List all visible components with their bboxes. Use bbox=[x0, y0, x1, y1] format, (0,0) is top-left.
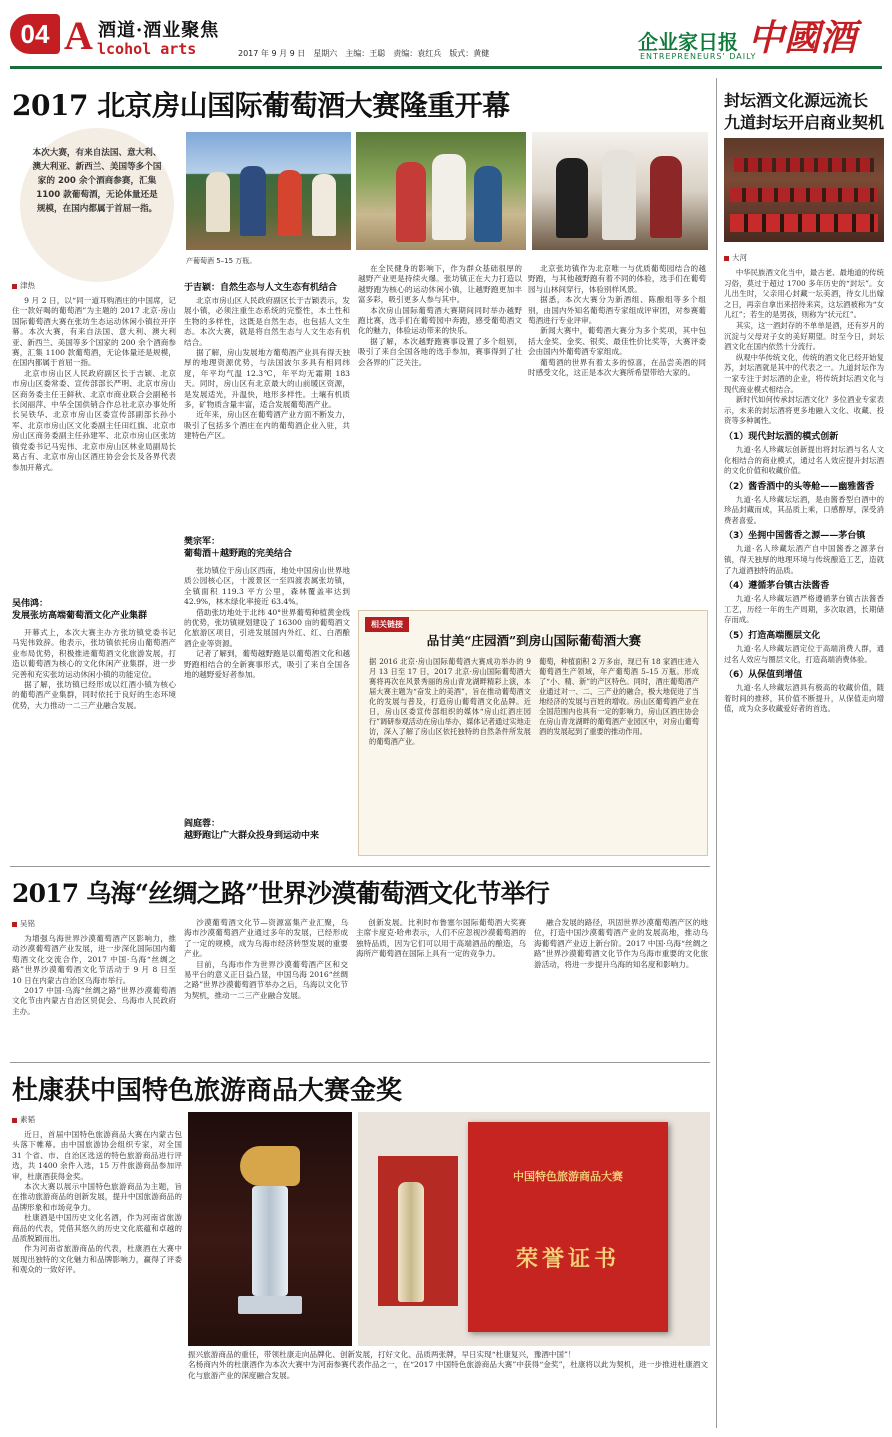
paragraph: 葡萄酒的世界有着太多的惊喜，在品尝美酒的同时感受文化，这正是本次大赛所希望带给大家的。 bbox=[528, 357, 706, 378]
sidebar-body bbox=[724, 268, 884, 1428]
paragraph: 目前，乌海市作为世界沙漠葡萄酒产区和交易平台的意义正日益凸显，中国乌海 2016“丝绸之路”世界沙漠葡萄酒节举办之后，乌海以文化节为契机，推动一二三产业融合发展。 bbox=[184, 959, 348, 1000]
paragraph: 记者了解到，葡萄越野跑是以葡萄酒文化和越野跑相结合的全新赛事形式，吸引了来自全国各地的越野爱好者参加。 bbox=[184, 649, 350, 680]
story2-column-4 bbox=[534, 918, 708, 1058]
story1-photo-wine bbox=[532, 132, 708, 250]
story3-column-1 bbox=[12, 1130, 182, 1430]
story1-byline: 津热 bbox=[12, 280, 35, 291]
paragraph: 开幕式上，本次大赛主办方张坊镇党委书记马宪伟致辞。他表示，张坊镇依托房山葡萄酒产业布局优势，积极推进葡萄酒文化旅游发展，打造以葡萄酒为核心的文化休闲产业集群，进一步完善和充实张坊运动休闲小镇的功能定位。 bbox=[12, 628, 176, 679]
sidebar-headline-1: 封坛酒文化源远流长 bbox=[724, 91, 869, 110]
paragraph: 九道·名人珍藏坛酒定位于高端消费人群，通过名人效应与圈层文化，打造高端消费体验。 bbox=[724, 644, 884, 664]
story2-column-1 bbox=[12, 934, 176, 1058]
paragraph: 9 月 2 日，以“同一道耳购酒庄的中国席，记住一款好喝的葡萄酒”为主题的 2017 北京·房山国际葡萄酒大赛在张坊生态运动休闲小镇拉开序幕。本次大赛，有来自法国、意大利、澳大利亚、新西兰、美国等多个国家的 200 余个酒商参赛，汇集 1100 款葡萄酒，无论体量还是规模，在国内都属于首屈一指。 bbox=[12, 296, 176, 368]
section-title: 酒道·酒业聚焦 bbox=[98, 20, 220, 41]
paragraph: 据了解，本次越野跑赛事设置了多个组别，吸引了来自全国各地的选手参加，赛事得到了社会各界的广泛关注。 bbox=[358, 336, 522, 367]
section-letter: A bbox=[64, 13, 93, 58]
section-english: lcohol arts bbox=[97, 40, 197, 58]
story3-photo-trophy bbox=[188, 1112, 352, 1346]
story2-byline: 吴铭 bbox=[12, 918, 35, 929]
story1-headline: 2017 北京房山国际葡萄酒大赛隆重开幕 bbox=[12, 89, 510, 122]
sidebar-subhead: （5）打造高端圈层文化 bbox=[724, 631, 821, 642]
paragraph: 杜康酒是中国历史文化名酒，作为河南省旅游商品的代表，凭借其悠久的历史文化底蕴和卓越的品质脱颖而出。 bbox=[12, 1213, 182, 1244]
date-line: 2017 年 9 月 9 日 星期六 主编：王聪 责编：袁红兵 版式：黄健 bbox=[238, 49, 490, 58]
story1-column-1 bbox=[12, 296, 176, 596]
story1-summary-box bbox=[12, 128, 182, 268]
paragraph: 融合发展的路径，巩固世界沙漠葡萄酒产区的地位，打造中国沙漠葡萄酒产业的发展高地，推动乌海葡萄酒产业迈上新台阶。2017 中国·乌海“丝绸之路”世界沙漠葡萄酒文化节作为乌海市重要的文化旅游活动，将进一步提升乌海的知名度和影响力。 bbox=[534, 918, 708, 969]
paragraph: 据了解，房山发展地方葡萄酒产业具有得天独厚的地理资源优势，与法国波尔多具有相同纬度，年平均气温 12.3℃，年平均无霜期 183 天。同时，房山区有北京最大的山前暖区资源，是发展适光，升温快，地形多样性。土壤有机质多，矿物质含量丰富，适合发展葡萄酒产业。 bbox=[184, 348, 350, 410]
paragraph: 九道·名人珍藏坛酒严格遵循茅台镇古法酱香工艺，历经一年的生产周期，多次取酒，长期储存而成。 bbox=[724, 594, 884, 625]
page-number-badge: 04 bbox=[10, 14, 60, 54]
story2-column-3 bbox=[356, 918, 526, 1058]
paper-english: ENTREPRENEURS' DAILY bbox=[640, 52, 757, 61]
masthead bbox=[0, 0, 892, 70]
certificate-title: 中国特色旅游商品大赛 bbox=[513, 1170, 623, 1183]
sidebar-subhead: （3）坐拥中国酱香之源——茅台镇 bbox=[724, 531, 866, 542]
paragraph: 北京张坊镇作为北京唯一与优质葡萄园结合的越野跑，与其他越野跑有着不同的体验，选手们在葡萄园与山林间穿行，体验别样风景。 bbox=[528, 264, 706, 294]
logo-script: 中國酒 bbox=[748, 17, 857, 59]
related-link-title: 品甘美“庄园酒”到房山国际葡萄酒大赛 bbox=[426, 633, 642, 648]
sidebar-subhead: （4）遵循茅台镇古法酱香 bbox=[724, 581, 830, 592]
masthead-rule bbox=[10, 66, 882, 69]
story3-byline: 素韬 bbox=[12, 1114, 35, 1125]
paragraph: 新时代如何传承封坛酒文化？多位酒业专家表示，未来的封坛酒将更多地融入文化、收藏、投资等多种属性。 bbox=[724, 395, 884, 426]
story1-summary: 本次大赛，有来自法国、意大利、澳大利亚、新西兰、美国等多个国家的 200 余个酒商参赛，汇集 1100 款葡萄酒，无论体量还是规模，在国内都属于首屈一指。 bbox=[32, 148, 162, 214]
story2-column-2 bbox=[184, 918, 348, 1058]
paragraph: 九道·名人珍藏坛坛酒，是由酱香型白酒中的珍品封藏而成，其品质上乘，口感醇厚，深受消费者喜爱。 bbox=[724, 494, 884, 525]
sidebar-subhead: （1）现代封坛酒的模式创新 bbox=[724, 431, 839, 442]
paragraph: 新闻大赛中，葡萄酒大赛分为多个奖项，其中包括大金奖、金奖、银奖、最佳性价比奖等，大赛评委会由国内外葡萄酒专家组成。 bbox=[528, 326, 706, 357]
paragraph: 沙漠葡萄酒文化节—资源富集产业汇聚，乌海市沙漠葡萄酒产业通过多年的发展，已经形成了一定的规模，成为乌海市经济转型发展的重要产业。 bbox=[184, 918, 348, 959]
story1-subhead-yu: 于吉颖：自然生态与人文生态有机结合 bbox=[184, 283, 338, 293]
sidebar-headline-2: 九道封坛开启商业契机 bbox=[724, 113, 885, 132]
story3-headline: 杜康获中国特色旅游商品大赛金奖 bbox=[12, 1076, 403, 1106]
certificate-book bbox=[468, 1122, 668, 1332]
paragraph: 九道·名人珍藏坛酒产自中国酱香之源茅台镇，得天独厚的地理环境与传统酿造工艺，造就了九道酒独特的品质。 bbox=[724, 544, 884, 575]
paragraph: 张坊镇位于房山区西南，地处中国房山世界地质公园核心区，十渡景区一至四渡表属张坊镇，全镇面积 119.3 平方公里，森林覆盖率达到 42.9%，林木绿化率接近 63.4%。 bbox=[184, 566, 350, 607]
story1-photo-group bbox=[186, 132, 351, 250]
paragraph: 其实，这一酒封存的不单单是酒，还有岁月的沉淀与父母对子女的美好期望。时至今日，封坛酒文化在国内依然十分流行。 bbox=[724, 320, 884, 352]
story3-column-2: 振兴旅游商品的重任，带领杜康走向品牌化、创新发展，打好文化、品质两张牌，早日实现“杜康复兴，豫酒中国”！ 名杨商内外的杜康酒作为本次大赛中为河南参赛代表作品之一，在“2017 中国特色旅游商品大赛”中获得“金奖”，杜康将以此为契机，进一步推进杜康酒文化与旅游产业的深度融合发展。 bbox=[188, 1350, 708, 1380]
story1-column-4 bbox=[528, 264, 706, 604]
paragraph: 据了解，张坊镇已经形成以红酒小镇为核心的葡萄酒产业集群，同时依托于良好的生态环境优势，大力推动一二三产业融合发展。 bbox=[12, 680, 176, 710]
paragraph: 九道·名人珍藏坛创新提出将封坛酒与名人文化相结合的商业模式，通过名人效应提升封坛酒的文化价值和收藏价值。 bbox=[724, 444, 884, 476]
wine-bottle bbox=[398, 1182, 424, 1302]
paragraph: 纵观中华传统文化，传统的酒文化已经开始复苏，封坛酒就是其中的代表之一。九道封坛作为一家专注于封坛酒的企业，将传统封坛酒文化与现代商业模式相结合。 bbox=[724, 352, 884, 394]
story1-column-1b bbox=[12, 628, 176, 860]
paragraph: 作为河南省旅游商品的代表，杜康酒在大赛中展现出独特的文化魅力和品牌影响力，赢得了评委和观众的一致好评。 bbox=[12, 1244, 182, 1275]
paragraph: 本次大赛以展示中国特色旅游商品为主题，旨在推动旅游商品的创新发展，提升中国旅游商品的品牌形象和市场竞争力。 bbox=[12, 1182, 182, 1212]
story1-subhead-fan: 樊宗军： 葡萄酒＋越野跑的完美结合 bbox=[184, 537, 293, 559]
paragraph: 据悉，本次大赛分为新酒组、陈酿组等多个组别，由国内外知名葡萄酒专家组成评审团，对参赛葡萄酒进行专业评审。 bbox=[528, 295, 706, 326]
paragraph: 在全民健身的影响下，作为群众基础很厚的越野产业更是持续火爆。张坊镇正在大力打造以越野跑为核心的运动休闲小镇，让越野跑更加丰富多彩，吸引更多人参与其中。 bbox=[358, 264, 522, 305]
paragraph: 北京市房山区人民政府副区长于吉颖、北京市房山区委常委、宣传部部长严明、北京市房山区商务委主任王鲜秋、北京市商业联合会副秘书长闵丽萍、中华全国供销合作总社北京办事处所长吴铁华、北京市房山区委宣传部副部长孙小军、北京市房山区文化委副主任田红旗、北京市房山区商务委副主任孙建军、北京市房山区张坊镇党委书记马宪伟、北京市房山区林业局副局长葛占有、北京市房山区酒庄协会会长及各界代表参加开幕式。 bbox=[12, 368, 176, 472]
sidebar-subhead: （2）酱香酒中的头等舱——幽雅酱香 bbox=[724, 481, 875, 492]
paragraph: 2017 中国·乌海“丝绸之路”世界沙漠葡萄酒文化节由内蒙古自治区贸促会、乌海市人民政府主办。 bbox=[12, 986, 176, 1016]
story3-photo-certificate bbox=[358, 1112, 710, 1346]
story1-column-2 bbox=[184, 282, 350, 532]
sidebar-photo-jars bbox=[724, 138, 884, 242]
sidebar-subhead: （6）从保值到增值 bbox=[724, 670, 803, 681]
paragraph: 北京市房山区人民政府副区长于吉颖表示，发展小镇，必须注重生态系统的完整性，本土性和生物的多样性，这既是自然生态，也包括人文生态。本次大赛，就是将自然生态与人文生态有机结合。 bbox=[184, 296, 350, 347]
paragraph: 近日，首届中国特色旅游商品大赛在内蒙古包头落下帷幕。由中国旅游协会组织专家，对全国 31 个省、市、自治区选送的特色旅游商品进行评选，共 1400 余件入选，15 万件旅游商品参加评审，杜康酒获得金奖。 bbox=[12, 1130, 182, 1181]
story2-headline: 2017 乌海“丝绸之路”世界沙漠葡萄酒文化节举行 bbox=[12, 879, 550, 908]
certificate-label: 荣誉证书 bbox=[515, 1246, 620, 1272]
related-link-box bbox=[358, 610, 708, 856]
story1-photo-run bbox=[356, 132, 526, 250]
story1-subhead-wu: 吴伟鸿： 发展张坊高端葡萄酒文化产业集群 bbox=[12, 599, 148, 621]
paragraph: 本次房山国际葡萄酒大赛期间同时举办越野跑比赛，选手们在葡萄园中奔跑，感受葡萄酒文化的魅力，体验运动带来的快乐。 bbox=[358, 305, 522, 336]
paragraph: 中华民族酒文化当中，最古老、最地道的传统习俗，莫过于超过 1700 多年历史的“封坛”。女儿出生时，父亲用心封藏一坛美酒，待女儿出嫁之日，再亲自拿出来招待来宾，这坛酒被称为“女儿红”；若生的是男孩，则称为“状元红”。 bbox=[724, 268, 884, 320]
story2-top-rule bbox=[10, 866, 710, 867]
paragraph: 为增强乌海世界沙漠葡萄酒产区影响力，推动沙漠葡萄酒产业发展，进一步深化国际国内葡萄酒文化交流合作，2017 中国·乌海“丝绸之路”世界沙漠葡萄酒文化节活动于 9 月 8 日至 10 日在内蒙古自治区乌海市举行。 bbox=[12, 934, 176, 985]
paragraph: 九道·名人珍藏坛酒具有极高的收藏价值，随着时间的推移，其价值不断提升，从保值走向增值，成为众多收藏爱好者的首选。 bbox=[724, 683, 884, 714]
story1-photo-caption: 产葡萄酒 5–15 万瓶。 bbox=[186, 257, 257, 265]
related-link-column-2: 葡萄，种植面积 2 万多亩，现已有 18 家酒庄进入葡萄酒生产领域，年产葡萄酒 5–15 万瓶。形成了“小、精、新”的产区特色。同时，酒庄葡萄酒产业通过对一、二、三产业的融合，极大地促进了当地经济的发展与百姓的增收。房山区葡萄酒产业在全国范围内也具有一定的影响力，房山区酒庄协会在房山青龙湖畔的葡萄酒产业园区中，对房山葡萄酒的发展起到了重要的推动作用。 bbox=[539, 657, 699, 736]
story1-subhead-yan: 阎庭蓉： 越野跑让广大群众投身到运动中来 bbox=[184, 819, 320, 841]
sidebar-divider bbox=[716, 78, 717, 1428]
paragraph: 创新发展。比利时布鲁塞尔国际葡萄酒大奖赛主席卡度克·哈弗表示，人们不应忽视沙漠葡萄酒的独特品质，因为它们可以用于高端酒品的酿造，乌海所产葡萄酒在国际上具有一定的竞争力。 bbox=[356, 918, 526, 959]
story3-top-rule bbox=[10, 1062, 710, 1063]
sidebar-byline: 大河 bbox=[724, 252, 747, 263]
story1-column-3 bbox=[358, 264, 522, 604]
paragraph: 近年来，房山区在葡萄酒产业方面不断发力，吸引了包括多个酒庄在内的葡萄酒企业入驻，共建特色产区。 bbox=[184, 410, 350, 441]
paper-name: 企业家日报 bbox=[638, 30, 738, 54]
paragraph: 借助张坊地处于北纬 40°世界葡萄种植黄金线的优势，张坊镇规划建设了 16300 亩的葡萄酒文化旅游区项目，引进发展国内外红、红、白酒酿酒企业等资源。 bbox=[184, 607, 350, 648]
related-link-column-1: 据 2016 北京·房山国际葡萄酒大赛成功举办的 9 月 13 日至 17 日，2017 北京·房山国际葡萄酒大赛将再次在风景秀丽的房山青龙湖畔精彩上演，本届大赛主题为“奋发上的美酒”，旨在推动葡萄酒文化的发展与普及，打造房山葡萄酒文化品牌。近日，房山区委宣传部组织的媒体“房山红酒庄园行”调研参观活动在房山举办，媒体记者通过实地走访，深入了解了房山区依托独特的自然条件所发展的葡萄酒产业。 bbox=[369, 657, 531, 746]
related-link-label: 相关链接 bbox=[365, 617, 409, 632]
story1-column-2b bbox=[184, 566, 350, 816]
